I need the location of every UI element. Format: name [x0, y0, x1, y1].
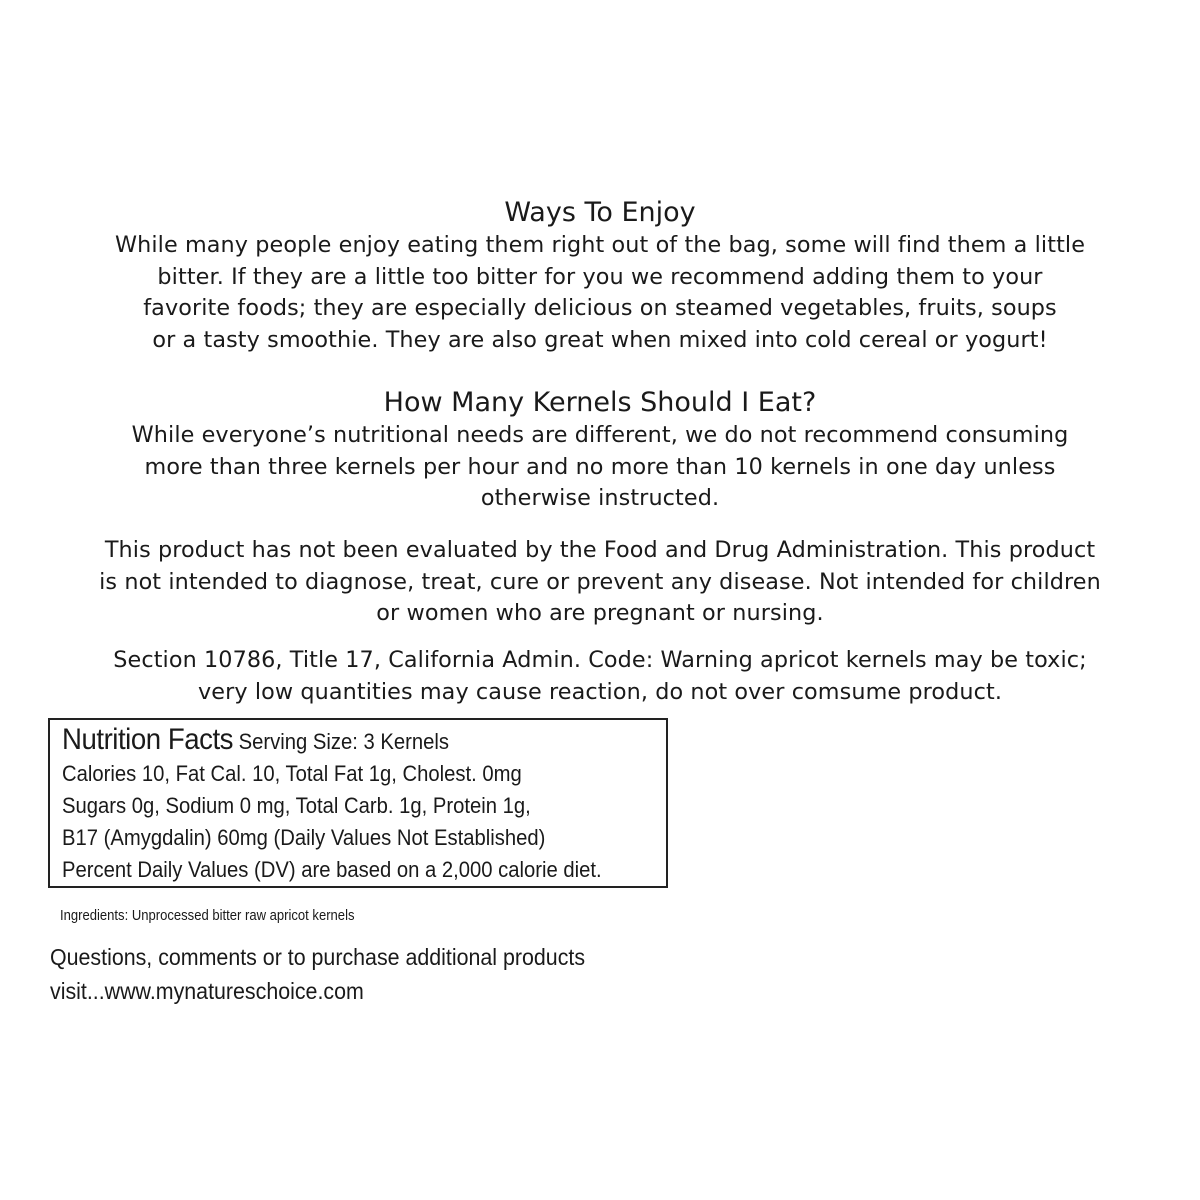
text-line: bitter. If they are a little too bitter for you we recommend adding them to your — [157, 263, 1043, 290]
nutrition-facts-title: Nutrition Facts — [62, 723, 234, 756]
nutrition-facts-box — [48, 718, 668, 888]
contact-info — [50, 940, 585, 1008]
contact-line: Questions, comments or to purchase additional products — [50, 944, 586, 970]
nutrition-line: Percent Daily Values (DV) are based on a 2,000 calorie diet. — [62, 857, 602, 882]
nutrition-line: B17 (Amygdalin) 60mg (Daily Values Not Established) — [62, 825, 546, 850]
text-line: Section 10786, Title 17, California Admin. Code: Warning apricot kernels may be toxic; — [113, 647, 1087, 673]
text-line: is not intended to diagnose, treat, cure or prevent any disease. Not intended for children — [99, 568, 1101, 595]
fda-disclaimer — [40, 535, 1160, 630]
text-line: otherwise instructed. — [480, 485, 720, 511]
text-line: While everyone’s nutritional needs are different, we do not recommend consuming — [131, 422, 1069, 448]
text-line: favorite foods; they are especially delicious on steamed vegetables, fruits, soups — [143, 295, 1057, 321]
nutrition-line: Calories 10, Fat Cal. 10, Total Fat 1g, Cholest. 0mg — [62, 761, 522, 786]
nutrition-line: Sugars 0g, Sodium 0 mg, Total Carb. 1g, Protein 1g, — [62, 793, 531, 818]
ingredients-text: Ingredients: Unprocessed bitter raw apricot kernels — [60, 908, 355, 924]
text-line: While many people enjoy eating them right out of the bag, some will find them a little — [114, 232, 1086, 258]
how-many-kernels-heading: How Many Kernels Should I Eat? — [383, 387, 817, 418]
text-line: or a tasty smoothie. They are also great when mixed into cold cereal or yogurt! — [152, 326, 1048, 353]
serving-size: Serving Size: 3 Kernels — [238, 729, 450, 754]
website-link: visit...www.mynatureschoice.com — [50, 978, 364, 1004]
how-many-kernels-text — [40, 420, 1160, 515]
text-line: This product has not been evaluated by the Food and Drug Administration. This product — [104, 537, 1096, 563]
how-many-kernels-section — [40, 386, 1160, 515]
ways-to-enjoy-heading: Ways To Enjoy — [504, 197, 696, 228]
text-line: or women who are pregnant or nursing. — [376, 600, 824, 626]
ways-to-enjoy-text — [40, 230, 1160, 356]
california-warning — [40, 645, 1160, 708]
nutrition-facts-header — [62, 724, 618, 758]
text-line: very low quantities may cause reaction, do not over comsume product. — [197, 678, 1003, 705]
ways-to-enjoy-section — [40, 196, 1160, 356]
text-line: more than three kernels per hour and no more than 10 kernels in one day unless — [144, 453, 1056, 480]
